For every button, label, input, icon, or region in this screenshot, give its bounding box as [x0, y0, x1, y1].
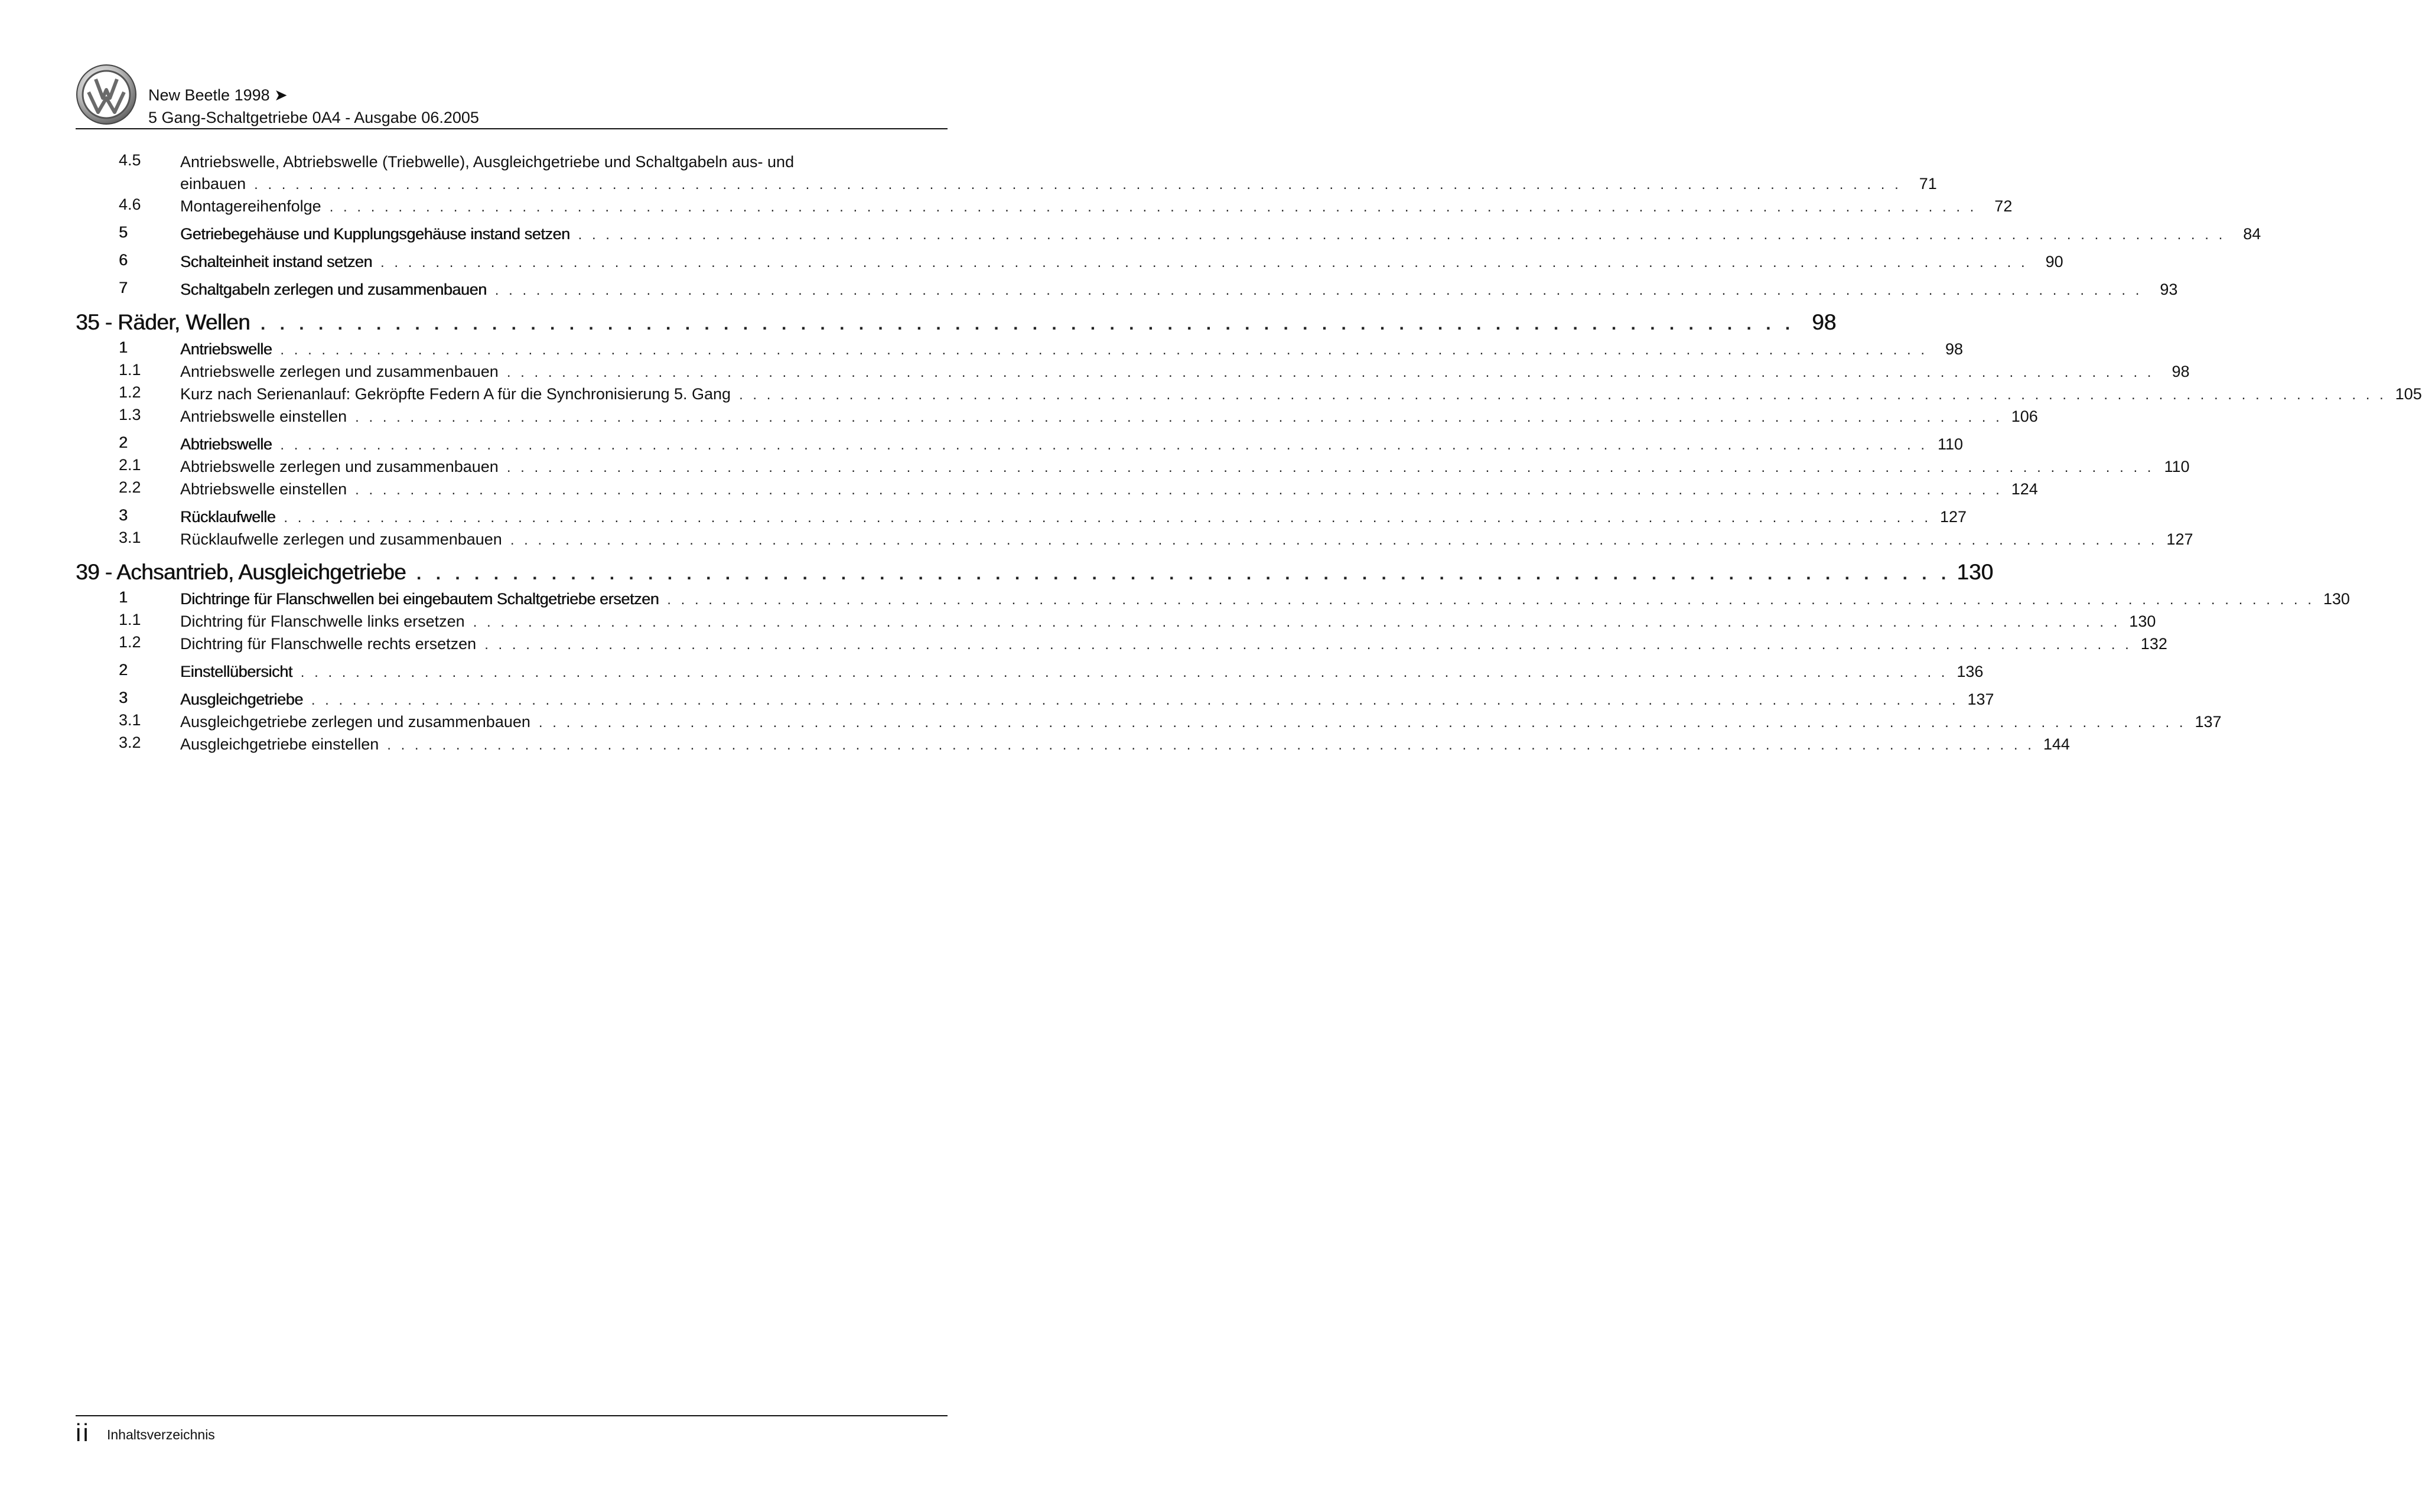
toc-entry[interactable] [76, 279, 2178, 301]
toc-entry[interactable] [76, 456, 2190, 478]
toc-entry-number: 7 [119, 279, 128, 296]
toc-entry[interactable] [76, 151, 1937, 195]
toc-entry[interactable] [76, 734, 2070, 756]
toc-entry[interactable] [76, 529, 2193, 551]
toc-entry-line [180, 338, 1964, 361]
vw-logo [76, 64, 137, 125]
toc-entry-text [180, 338, 1964, 361]
toc-entry[interactable] [76, 611, 2156, 633]
toc-entry-line [180, 529, 2193, 551]
toc-entry-label: Schaltgabeln zerlegen und zusammenbauen [180, 281, 487, 298]
toc-entry-line [180, 478, 2038, 501]
toc-entry-page: 90 [2045, 253, 2063, 271]
toc-entry-text [180, 456, 2190, 478]
header-rule [76, 128, 948, 129]
toc-entry-page: 130 [2129, 612, 2156, 630]
toc-entry-page: 71 [1919, 175, 1937, 193]
toc-entry-number: 4.6 [119, 195, 141, 213]
toc-entry-page: 136 [1957, 663, 1984, 680]
toc-entry-label: Rücklaufwelle [180, 508, 276, 526]
toc-entry-label: Kurz nach Serienanlauf: Gekröpfte Federn A für die Synchronisierung 5. Gang [180, 385, 731, 403]
toc-entry-text [180, 529, 2193, 551]
toc-entry-number: 2 [119, 434, 128, 451]
toc-entry-page: 98 [2172, 363, 2190, 380]
toc-entry-text [180, 223, 2261, 246]
toc-entry-page: 93 [2160, 281, 2178, 298]
toc-entry-line [180, 434, 1964, 456]
toc-entry-text [180, 251, 2063, 273]
toc-entry-label: Abtriebswelle [180, 435, 272, 453]
toc-entry-label-line1: Antriebswelle, Abtriebswelle (Triebwelle), Ausgleichgetriebe und Schaltgabeln aus- und [180, 153, 795, 171]
dot-leader: . . . . . . . . . . . . . . . . . . . . . . . . . . . . . . . . . . . . . . . . . . . . . . . . . . . . . . . . . . . . . . . . . . . . . . . . . . . . . . . . . . . . . . . . . . . . . . . . . . . . . . . . . . . . . . . . . . . . . . . . [355, 409, 2003, 425]
toc-entry-number: 2 [119, 661, 128, 679]
toc-entry-page: 137 [1967, 690, 1994, 708]
toc-entry-text [180, 478, 2038, 501]
toc-entry-line [180, 195, 2013, 218]
toc-entry-page: 127 [2166, 530, 2193, 548]
toc-entry-label: einbauen [180, 175, 246, 193]
toc-entry-text [180, 383, 2422, 406]
toc-entry-text [180, 279, 2178, 301]
toc-entry-page: 144 [2043, 735, 2070, 753]
toc-entry-page: 110 [1938, 435, 1964, 453]
toc-entry-line [180, 361, 2190, 383]
toc-entry-number: 1.3 [119, 406, 141, 423]
chapter-page: 98 [1812, 310, 1837, 334]
toc-entry-number: 3 [119, 689, 128, 706]
toc-entry[interactable] [76, 406, 2038, 428]
toc-entry-label: Rücklaufwelle zerlegen und zusammenbauen [180, 530, 502, 548]
toc-entry-text [180, 151, 1937, 195]
toc-entry-label: Schalteinheit instand setzen [180, 253, 373, 271]
toc-entry-text [180, 506, 1967, 529]
dot-leader: . . . . . . . . . . . . . . . . . . . . . . . . . . . . . . . . . . . . . . . . . . . . . . . . . . . . . . . . . . . . . . . . . . . . . . . . . . . . . . . . . . . . . . . . . . . . . . . . . . . . . . . . . . . . . . . . . . . . . . . . [739, 387, 2387, 403]
toc-entry-line [180, 173, 1937, 195]
toc-entry[interactable] [76, 434, 1964, 456]
toc-entry-number: 3.1 [119, 529, 141, 546]
toc-entry-page: 106 [2011, 408, 2038, 425]
toc-entry-page: 98 [1945, 340, 1964, 358]
toc-entry-line [180, 456, 2190, 478]
toc-entry-line [180, 661, 1984, 683]
dot-leader: . . . . . . . . . . . . . . . . . . . . . . . . . . . . . . . . . . . . . . . . . . . . . . . . . . . . . . . . . . . . . . . . . . . . . . . . . . . . . . . . . . . . . . . . . . . . . . . . . . . . . . . . . . . . . . . . . . . . . . . . [538, 715, 2186, 731]
toc-entry-page: 137 [2195, 713, 2222, 731]
toc-entry-number: 4.5 [119, 151, 141, 169]
toc-entry-label: Abtriebswelle zerlegen und zusammenbauen [180, 458, 499, 475]
toc-entry-label: Montagereihenfolge [180, 197, 321, 215]
toc-entry-text [180, 611, 2156, 633]
toc-entry-label: Einstellübersicht [180, 663, 292, 680]
toc-entry-number: 3 [119, 506, 128, 524]
toc-entry-number: 1.1 [119, 361, 141, 379]
toc-entry-number: 3.2 [119, 734, 141, 751]
dot-leader: . . . . . . . . . . . . . . . . . . . . . . . . . . . . . . . . . . . . . . . . . . . . . . . . . . . . . . . . . . . . . . . . . . . . . . . . . . . . . . . . . . . . . . . . . . . . . . . . . . . . . . . . . . . . . . . . . . . . . . . . [280, 437, 1928, 453]
dot-leader: . . . . . . . . . . . . . . . . . . . . . . . . . . . . . . . . . . . . . . . . . . . . . . . . . . . . . . . . . . . . . . . . . . . . . . . . . . . . . . . . [416, 564, 1951, 584]
toc-entry-text [180, 661, 1984, 683]
toc-entry-number: 1 [119, 588, 128, 606]
toc-entry-line [180, 711, 2222, 734]
dot-leader: . . . . . . . . . . . . . . . . . . . . . . . . . . . . . . . . . . . . . . . . . . . . . . . . . . . . . . . . . . . . . . . . . . . . . . . . . . . . . . . . [260, 314, 1795, 334]
dot-leader: . . . . . . . . . . . . . . . . . . . . . . . . . . . . . . . . . . . . . . . . . . . . . . . . . . . . . . . . . . . . . . . . . . . . . . . . . . . . . . . . . . . . . . . . . . . . . . . . . . . . . . . . . . . . . . . . . . . . . . . . [300, 664, 1948, 680]
footer-section-label: Inhaltsverzeichnis [107, 1427, 215, 1442]
toc-entry-label: Dichtring für Flanschwelle rechts ersetzen [180, 635, 477, 653]
toc-entry-number: 3.1 [119, 711, 141, 729]
toc-entry-label: Antriebswelle [180, 340, 272, 358]
toc-entry-label: Ausgleichgetriebe zerlegen und zusammenbauen [180, 713, 530, 731]
dot-leader: . . . . . . . . . . . . . . . . . . . . . . . . . . . . . . . . . . . . . . . . . . . . . . . . . . . . . . . . . . . . . . . . . . . . . . . . . . . . . . . . . . . . . . . . . . . . . . . . . . . . . . . . . . . . . . . . . . . . . . . . [506, 364, 2154, 380]
dot-leader: . . . . . . . . . . . . . . . . . . . . . . . . . . . . . . . . . . . . . . . . . . . . . . . . . . . . . . . . . . . . . . . . . . . . . . . . . . . . . . . . . . . . . . . . . . . . . . . . . . . . . . . . . . . . . . . . . . . . . . . . [311, 692, 1959, 708]
footer-rule [76, 1415, 948, 1416]
toc-entry-label: Abtriebswelle einstellen [180, 480, 347, 498]
toc-entry-number: 6 [119, 251, 128, 269]
toc-entry-page: 72 [1994, 197, 2013, 215]
dot-leader: . . . . . . . . . . . . . . . . . . . . . . . . . . . . . . . . . . . . . . . . . . . . . . . . . . . . . . . . . . . . . . . . . . . . . . . . . . . . . . . . . . . . . . . . . . . . . . . . . . . . . . . . . . . . . . . . . . . . . . . . [380, 255, 2028, 271]
toc-entry-line [180, 689, 1994, 711]
toc-entry-text [180, 734, 2070, 756]
toc-entry-line [180, 506, 1967, 529]
toc-entry[interactable] [76, 361, 2190, 383]
toc-entry[interactable] [76, 223, 2261, 246]
toc-entry-page: 130 [2323, 590, 2350, 608]
toc-entry-line [180, 588, 2350, 611]
toc-entry-text [180, 195, 2013, 218]
toc-entry-line [180, 611, 2156, 633]
toc-entry-number: 1.1 [119, 611, 141, 628]
dot-leader: . . . . . . . . . . . . . . . . . . . . . . . . . . . . . . . . . . . . . . . . . . . . . . . . . . . . . . . . . . . . . . . . . . . . . . . . . . . . . . . . . . . . . . . . . . . . . . . . . . . . . . . . . . . . . . . . . . . . . . . . [329, 199, 1977, 215]
toc-entry-text [180, 633, 2167, 656]
toc-entry[interactable] [76, 661, 1984, 683]
toc-entry-page: 124 [2011, 480, 2038, 498]
toc-entry[interactable] [76, 588, 2350, 611]
dot-leader: . . . . . . . . . . . . . . . . . . . . . . . . . . . . . . . . . . . . . . . . . . . . . . . . . . . . . . . . . . . . . . . . . . . . . . . . . . . . . . . . . . . . . . . . . . . . . . . . . . . . . . . . . . . . . . . . . . . . . . . . [473, 614, 2121, 630]
toc-entry-line [180, 279, 2178, 301]
toc-entry[interactable] [76, 478, 2038, 501]
toc-entry-label: Ausgleichgetriebe einstellen [180, 735, 379, 753]
toc-entry-number: 1.2 [119, 383, 141, 401]
toc-entry[interactable] [76, 711, 2222, 734]
toc-entry[interactable] [76, 251, 2063, 273]
toc-entry-number: 2.2 [119, 478, 141, 496]
dot-leader: . . . . . . . . . . . . . . . . . . . . . . . . . . . . . . . . . . . . . . . . . . . . . . . . . . . . . . . . . . . . . . . . . . . . . . . . . . . . . . . . . . . . . . . . . . . . . . . . . . . . . . . . . . . . . . . . . . . . . . . . [355, 482, 2003, 498]
toc-entry-page: 110 [2164, 458, 2190, 475]
toc-entry-line [180, 406, 2038, 428]
footer-page-number: ii [76, 1419, 90, 1446]
dot-leader: . . . . . . . . . . . . . . . . . . . . . . . . . . . . . . . . . . . . . . . . . . . . . . . . . . . . . . . . . . . . . . . . . . . . . . . . . . . . . . . . . . . . . . . . . . . . . . . . . . . . . . . . . . . . . . . . . . . . . . . . [254, 177, 1902, 193]
chapter-heading[interactable] [76, 308, 1837, 338]
toc-entry-line [180, 383, 2422, 406]
chapter-heading[interactable] [76, 558, 1994, 588]
dot-leader: . . . . . . . . . . . . . . . . . . . . . . . . . . . . . . . . . . . . . . . . . . . . . . . . . . . . . . . . . . . . . . . . . . . . . . . . . . . . . . . . . . . . . . . . . . . . . . . . . . . . . . . . . . . . . . . . . . . . . . . . [578, 227, 2226, 243]
toc-entry[interactable] [76, 338, 1964, 361]
toc-entry-text [180, 406, 2038, 428]
header-subtitle: 5 Gang-Schaltgetriebe 0A4 - Ausgabe 06.2005 [148, 109, 479, 126]
dot-leader: . . . . . . . . . . . . . . . . . . . . . . . . . . . . . . . . . . . . . . . . . . . . . . . . . . . . . . . . . . . . . . . . . . . . . . . . . . . . . . . . . . . . . . . . . . . . . . . . . . . . . . . . . . . . . . . . . . . . . . . . [280, 342, 1928, 358]
toc-entry-page: 132 [2140, 635, 2167, 653]
dot-leader: . . . . . . . . . . . . . . . . . . . . . . . . . . . . . . . . . . . . . . . . . . . . . . . . . . . . . . . . . . . . . . . . . . . . . . . . . . . . . . . . . . . . . . . . . . . . . . . . . . . . . . . . . . . . . . . . . . . . . . . . [667, 592, 2314, 608]
toc-entry[interactable] [76, 383, 2422, 406]
toc-entry-text [180, 588, 2350, 611]
dot-leader: . . . . . . . . . . . . . . . . . . . . . . . . . . . . . . . . . . . . . . . . . . . . . . . . . . . . . . . . . . . . . . . . . . . . . . . . . . . . . . . . . . . . . . . . . . . . . . . . . . . . . . . . . . . . . . . . . . . . . . . . [387, 737, 2034, 753]
chapter-title: 35 - Räder, Wellen [76, 310, 250, 334]
toc-entry[interactable] [76, 506, 1967, 529]
toc-entry-number: 1 [119, 338, 128, 356]
toc-entry-label: Getriebegehäuse und Kupplungsgehäuse instand setzen [180, 225, 570, 243]
toc-entry[interactable] [76, 195, 2013, 218]
toc-entry-page: 127 [1939, 508, 1967, 526]
toc-entry[interactable] [76, 689, 1994, 711]
toc-entry-number: 5 [119, 223, 128, 241]
toc-entry[interactable] [76, 633, 2167, 656]
table-of-contents [76, 151, 2422, 756]
toc-entry-label: Antriebswelle zerlegen und zusammenbauen [180, 363, 499, 380]
toc-entry-number: 2.1 [119, 456, 141, 474]
toc-entry-text [180, 689, 1994, 711]
toc-entry-text [180, 434, 1964, 456]
toc-entry-text [180, 711, 2222, 734]
dot-leader: . . . . . . . . . . . . . . . . . . . . . . . . . . . . . . . . . . . . . . . . . . . . . . . . . . . . . . . . . . . . . . . . . . . . . . . . . . . . . . . . . . . . . . . . . . . . . . . . . . . . . . . . . . . . . . . . . . . . . . . . [510, 532, 2158, 548]
toc-entry-label: Antriebswelle einstellen [180, 408, 347, 425]
dot-leader: . . . . . . . . . . . . . . . . . . . . . . . . . . . . . . . . . . . . . . . . . . . . . . . . . . . . . . . . . . . . . . . . . . . . . . . . . . . . . . . . . . . . . . . . . . . . . . . . . . . . . . . . . . . . . . . . . . . . . . . . [484, 637, 2132, 653]
dot-leader: . . . . . . . . . . . . . . . . . . . . . . . . . . . . . . . . . . . . . . . . . . . . . . . . . . . . . . . . . . . . . . . . . . . . . . . . . . . . . . . . . . . . . . . . . . . . . . . . . . . . . . . . . . . . . . . . . . . . . . . . [506, 460, 2154, 475]
toc-entry-text [180, 361, 2190, 383]
chapter-page: 130 [1957, 560, 1994, 584]
chapter-title: 39 - Achsantrieb, Ausgleichgetriebe [76, 560, 406, 584]
toc-entry-label: Dichtringe für Flanschwellen bei eingebautem Schaltgetriebe ersetzen [180, 590, 659, 608]
header-title: New Beetle 1998 ➤ [148, 86, 288, 104]
toc-entry-page: 105 [2395, 385, 2422, 403]
toc-entry-line [180, 251, 2063, 273]
toc-entry-label: Dichtring für Flanschwelle links ersetzen [180, 612, 465, 630]
toc-entry-line [180, 633, 2167, 656]
dot-leader: . . . . . . . . . . . . . . . . . . . . . . . . . . . . . . . . . . . . . . . . . . . . . . . . . . . . . . . . . . . . . . . . . . . . . . . . . . . . . . . . . . . . . . . . . . . . . . . . . . . . . . . . . . . . . . . . . . . . . . . . [494, 282, 2143, 298]
toc-entry-number: 1.2 [119, 633, 141, 651]
toc-entry-line [180, 223, 2261, 246]
toc-entry-label: Ausgleichgetriebe [180, 690, 303, 708]
toc-entry-page: 84 [2243, 225, 2261, 243]
toc-entry-line [180, 734, 2070, 756]
dot-leader: . . . . . . . . . . . . . . . . . . . . . . . . . . . . . . . . . . . . . . . . . . . . . . . . . . . . . . . . . . . . . . . . . . . . . . . . . . . . . . . . . . . . . . . . . . . . . . . . . . . . . . . . . . . . . . . . . . . . . . . . [284, 510, 1932, 526]
